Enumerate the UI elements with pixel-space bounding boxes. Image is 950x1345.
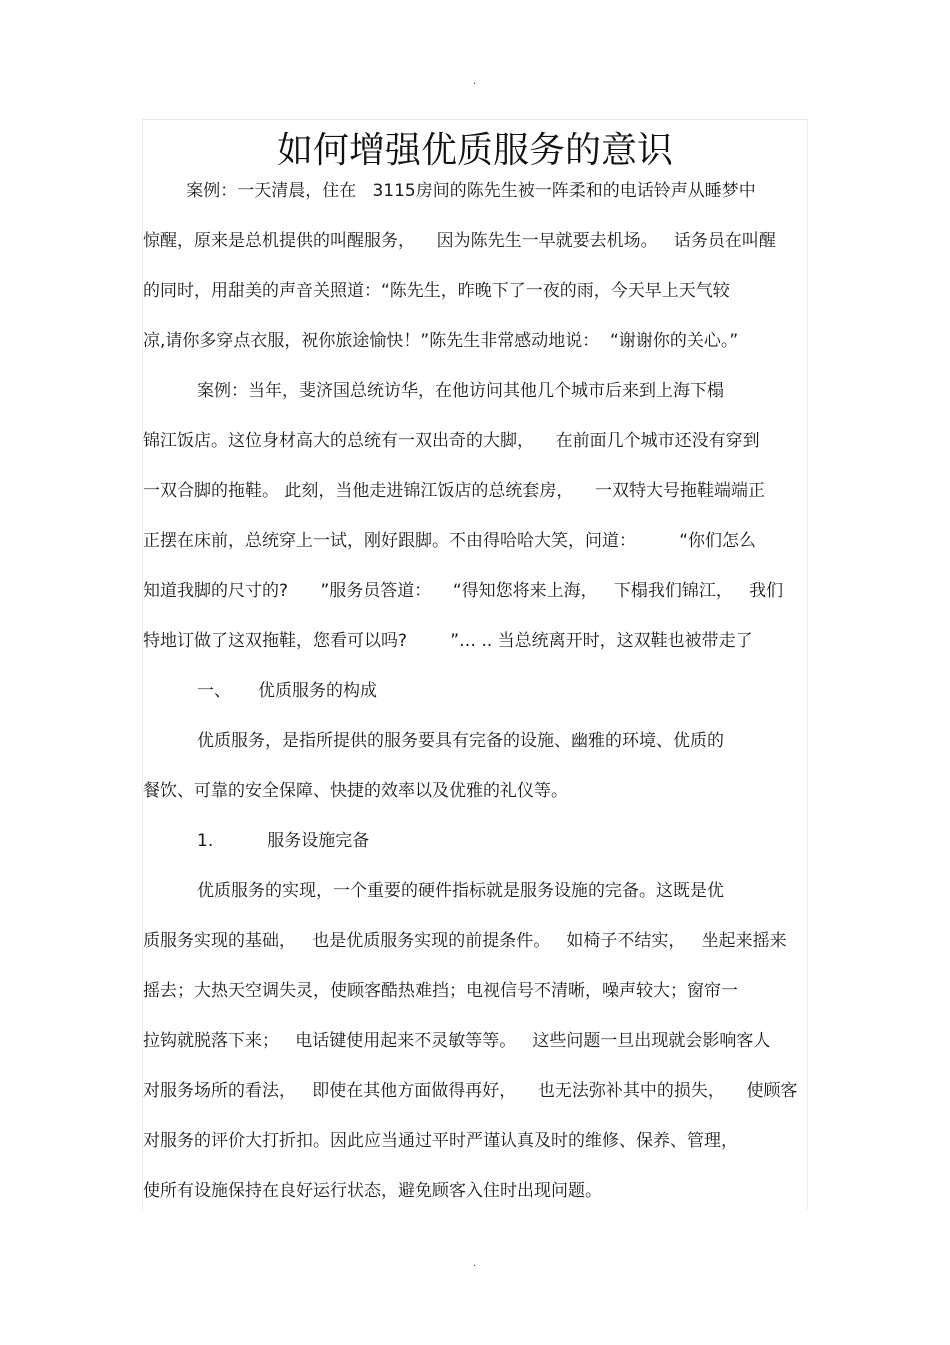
- body-line: 案例：一天清晨，住在 3115房间的陈先生被一阵柔和的电话铃声从睡梦中: [143, 181, 756, 201]
- body-line: 惊醒，原来是总机提供的叫醒服务， 因为陈先生一早就要去机场。 话务员在叫醒: [143, 231, 776, 251]
- body-line: 一、 优质服务的构成: [143, 681, 378, 701]
- body-line: 案例：当年，斐济国总统访华，在他访问其他几个城市后来到上海下榻: [143, 381, 725, 401]
- body-line: 摇去；大热天空调失灵，使顾客酷热难挡；电视信号不清晰，噪声较大；窗帘一: [143, 981, 738, 1001]
- body-line: 质服务实现的基础， 也是优质服务实现的前提条件。 如椅子不结实， 坐起来摇来: [143, 931, 787, 951]
- body-line: 知道我脚的尺寸的? ”服务员答道： “得知您将来上海， 下榻我们锦江， 我们: [143, 581, 784, 601]
- body-line: 凉,请你多穿点衣服，祝你旅途愉快！”陈先生非常感动地说： “谢谢你的关心。”: [143, 331, 739, 351]
- body-line: 对服务场所的看法， 即使在其他方面做得再好， 也无法弥补其中的损失， 使顾客: [143, 1081, 798, 1101]
- body-line: 对服务的评价大打折扣。因此应当通过平时严谨认真及时的维修、保养、管理，: [143, 1131, 738, 1151]
- body-line: 优质服务，是指所提供的服务要具有完备的设施、幽雅的环境、优质的: [143, 731, 725, 751]
- body-line: 正摆在床前，总统穿上一试，刚好跟脚。不由得哈哈大笑，问道： “你们怎么: [143, 531, 757, 551]
- body-line: 特地订做了这双拖鞋，您看可以吗? ”… .. 当总统离开时，这双鞋也被带走了: [143, 631, 753, 651]
- body-line: 优质服务的实现，一个重要的硬件指标就是服务设施的完备。这既是优: [143, 881, 725, 901]
- body-line: 拉钩就脱落下来； 电话键使用起来不灵敏等等。 这些问题一旦出现就会影响客人: [143, 1031, 771, 1051]
- body-line: 锦江饭店。这位身材高大的总统有一双出奇的大脚， 在前面几个城市还没有穿到: [143, 431, 760, 451]
- body-line: 1. 服务设施完备: [143, 831, 370, 851]
- body-line: 一双合脚的拖鞋。 此刻，当他走进锦江饭店的总统套房， 一双特大号拖鞋端端正: [143, 481, 766, 501]
- document-title: 如何增强优质服务的意识: [276, 130, 673, 171]
- body-line: 餐饮、可靠的安全保障、快捷的效率以及优雅的礼仪等。: [143, 781, 568, 801]
- page-mark-top: .: [473, 76, 477, 87]
- body-line: 的同时，用甜美的声音关照道：“陈先生，昨晚下了一夜的雨，今天早上天气较: [143, 281, 730, 301]
- page-mark-bottom: .: [473, 1258, 477, 1269]
- body-line: 使所有设施保持在良好运行状态，避免顾客入住时出现问题。: [143, 1181, 602, 1201]
